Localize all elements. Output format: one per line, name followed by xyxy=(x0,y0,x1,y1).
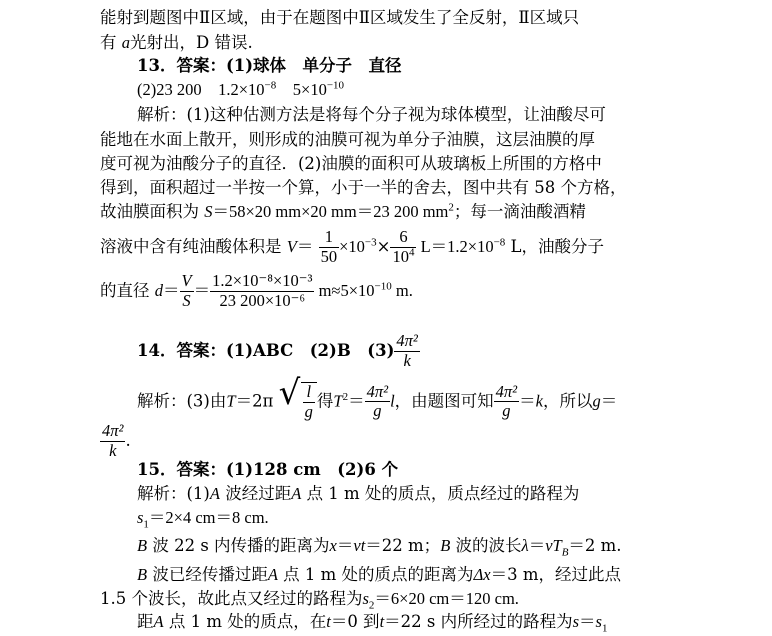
subscript: 2 xyxy=(368,599,375,612)
text: ＝ xyxy=(519,391,536,411)
text: ＝ xyxy=(296,236,314,256)
text: . xyxy=(125,430,131,450)
numerator: 4π² xyxy=(495,381,518,401)
text: ＝22 s 内所经过的路程为 xyxy=(384,612,573,631)
answer-13-values xyxy=(137,79,345,99)
numerator: 4π² xyxy=(102,421,124,440)
answer-15-text: 15．答案：(1)128 cm (2)6 个 xyxy=(137,460,399,479)
explanation-15-line-2 xyxy=(137,508,269,531)
text: ＝58×20 mm×20 mm＝23 200 mm xyxy=(212,202,449,221)
text: 点 1 m 处的质点，在 xyxy=(163,612,327,631)
explanation-13-line-3 xyxy=(100,156,602,173)
fraction-l-g xyxy=(303,383,315,422)
text-line-2 xyxy=(100,35,253,52)
text: ＝3 m，经过此点 xyxy=(490,565,621,584)
var-A: A xyxy=(291,484,302,503)
denominator: g xyxy=(304,401,313,421)
text: ＝22 m； xyxy=(365,536,441,555)
numerator: l xyxy=(303,383,315,403)
text: 溶液中含有纯油酸体积是 xyxy=(100,236,282,256)
value-2: 5×10 xyxy=(276,80,327,99)
var-s: s xyxy=(362,589,369,608)
denominator: g xyxy=(502,401,511,421)
text: 能射到题图中Ⅱ区域，由于在题图中Ⅱ区域发生了全反射，Ⅱ区域只 xyxy=(100,8,580,27)
exponent: −10 xyxy=(374,280,392,293)
answer-13 xyxy=(137,58,402,75)
var-vT: vT xyxy=(545,536,562,555)
var-k: k xyxy=(535,391,543,411)
var-S: S xyxy=(204,202,213,221)
fraction-4pi2-k xyxy=(394,332,419,371)
denominator-base: 10 xyxy=(392,246,409,266)
denominator: g xyxy=(373,401,382,421)
text: m. xyxy=(391,280,413,300)
text: ，所以 xyxy=(542,391,593,411)
numerator: 1 xyxy=(319,228,340,248)
explanation-14-line-2 xyxy=(100,422,131,461)
text: 点 1 m 处的质点，质点经过的路程为 xyxy=(301,484,580,503)
text: ＝2π xyxy=(235,391,274,411)
text-line-1 xyxy=(100,10,579,27)
numerator: 6 xyxy=(390,228,416,248)
answer-13-text: 13．答案：(1)球体 单分子 直径 xyxy=(137,56,402,75)
var-g: g xyxy=(592,391,601,411)
text: ＝ xyxy=(528,536,546,555)
text: ＝0 到 xyxy=(330,612,380,631)
var-A: A xyxy=(209,484,220,503)
square-root xyxy=(278,373,317,422)
text: 波的波长 xyxy=(450,536,522,555)
var-V: V xyxy=(286,236,297,256)
text: ；每一滴油酸酒精 xyxy=(453,202,586,221)
text: × xyxy=(376,236,391,256)
denominator: k xyxy=(109,440,117,460)
explanation-13-line-2 xyxy=(100,132,595,149)
text: 光射出，D 错误. xyxy=(130,33,253,52)
text: 的直径 xyxy=(100,280,150,300)
var-l: l xyxy=(390,391,395,411)
var-s: s xyxy=(595,612,602,631)
exponent: −10 xyxy=(326,79,345,92)
numerator: 4π² xyxy=(396,331,418,350)
var-vt: vt xyxy=(353,536,366,555)
text: 能地在水面上散开，则形成的油膜可视为单分子油膜，这层油膜的厚 xyxy=(100,130,595,149)
explanation-13-line-1 xyxy=(137,107,606,124)
subscript: B xyxy=(561,546,569,559)
explanation-13-line-6 xyxy=(100,228,604,267)
text: ×10 xyxy=(339,236,365,256)
var-A: A xyxy=(267,565,278,584)
fraction-1-50 xyxy=(319,228,340,267)
exponent: 4 xyxy=(408,246,415,259)
denominator xyxy=(390,248,416,267)
text: L，油酸分子 xyxy=(505,236,605,256)
explanation-15-line-5 xyxy=(100,589,519,612)
denominator: 50 xyxy=(320,246,338,266)
answer-14-text: 14．答案：(1)ABC (2)B (3) xyxy=(137,340,395,360)
subscript: 1 xyxy=(601,622,608,635)
var-delta-x: Δx xyxy=(473,565,491,584)
text: 解析：(3)由 xyxy=(137,391,227,411)
var-B: B xyxy=(137,565,148,584)
var-a: a xyxy=(121,33,130,52)
fraction-V-S xyxy=(180,272,194,311)
text: 有 xyxy=(100,33,117,52)
radical-icon: √ xyxy=(278,373,301,413)
exponent: 2 xyxy=(448,201,454,214)
answer-15 xyxy=(137,462,398,479)
var-T: T xyxy=(333,391,343,411)
var-lambda: λ xyxy=(521,536,529,555)
text: ＝6×20 cm＝120 cm. xyxy=(374,589,519,608)
explanation-15-line-1 xyxy=(137,486,579,503)
var-A: A xyxy=(153,612,164,631)
text: 点 1 m 处的质点的距离为 xyxy=(277,565,474,584)
exponent: −3 xyxy=(364,236,377,249)
text: ＝2×4 cm＝8 cm. xyxy=(148,508,269,527)
text: ＝ xyxy=(336,536,354,555)
explanation-15-line-4 xyxy=(137,567,621,584)
text: 波经过距 xyxy=(219,484,292,503)
explanation-13-line-5 xyxy=(100,201,586,221)
text: ＝ xyxy=(600,391,618,411)
var-B: B xyxy=(137,536,148,555)
text: 1.5 个波长，故此点又经过的路程为 xyxy=(100,589,363,608)
var-d: d xyxy=(154,280,163,300)
text: L＝1.2×10 xyxy=(416,236,494,256)
text: ＝ xyxy=(579,612,596,631)
value-1: (2)23 200 1.2×10 xyxy=(137,80,265,99)
text: 得到，面积超过一半按一个算，小于一半的舍去，图中共有 58 个方格， xyxy=(100,178,627,197)
text: 解析：(1)这种估测方法是将每个分子视为球体模型，让油酸尽可 xyxy=(137,105,606,124)
var-B: B xyxy=(440,536,451,555)
denominator: k xyxy=(403,350,411,370)
explanation-13-line-7: 的直径 d＝ $\frac{V}{S}$ ＝ $\frac{\text{1.2×10⁻⁸×10⁻³}}{\text{23 200×10⁻⁶}}$ $m\approx 5\times 10^{-10}$ m. xyxy=(100,271,413,310)
numerator: 4π² xyxy=(366,381,389,401)
exponent: −8 xyxy=(493,236,506,249)
text: 波已经传播过距 xyxy=(147,565,268,584)
text: 解析：(1) xyxy=(137,484,210,503)
var-s: s xyxy=(137,508,144,527)
var-s: s xyxy=(572,612,580,631)
exponent: −8 xyxy=(264,79,277,92)
text: ＝ xyxy=(163,280,180,300)
numerator: V xyxy=(181,271,192,290)
text: ，由题图可知 xyxy=(394,391,494,411)
exponent: 2 xyxy=(342,390,349,403)
fraction-4pi2-g xyxy=(365,383,390,422)
explanation-15-line-3 xyxy=(137,536,622,559)
subscript: 1 xyxy=(143,518,149,531)
fraction-diameter xyxy=(210,272,314,311)
var-x: x xyxy=(329,536,337,555)
fraction-4pi2-k-2 xyxy=(100,422,125,461)
fraction-6-10e4 xyxy=(390,228,416,267)
explanation-15-line-6 xyxy=(137,612,608,635)
text: 波 22 s 内传播的距离为 xyxy=(147,536,330,555)
text: 度可视为油酸分子的直径．(2)油膜的面积可从玻璃板上所围的方格中 xyxy=(100,154,602,173)
var-t: t xyxy=(379,612,385,631)
text: 得 xyxy=(316,391,334,411)
denominator: S xyxy=(182,290,191,310)
explanation-14-line-1 xyxy=(137,373,618,422)
text: m≈5×10 xyxy=(314,280,375,300)
text: 故油膜面积为 xyxy=(100,202,199,221)
answer-14 xyxy=(137,332,420,371)
var-T: T xyxy=(226,391,236,411)
denominator: 23 200×10⁻⁶ xyxy=(219,290,306,310)
explanation-13-line-4 xyxy=(100,180,627,197)
text: ＝2 m. xyxy=(568,536,622,555)
var-t: t xyxy=(326,612,331,631)
text: 距 xyxy=(137,612,154,631)
fraction-4pi2-g-2 xyxy=(494,383,519,422)
text: ＝ xyxy=(348,391,365,411)
numerator: 1.2×10⁻⁸×10⁻³ xyxy=(212,271,313,290)
